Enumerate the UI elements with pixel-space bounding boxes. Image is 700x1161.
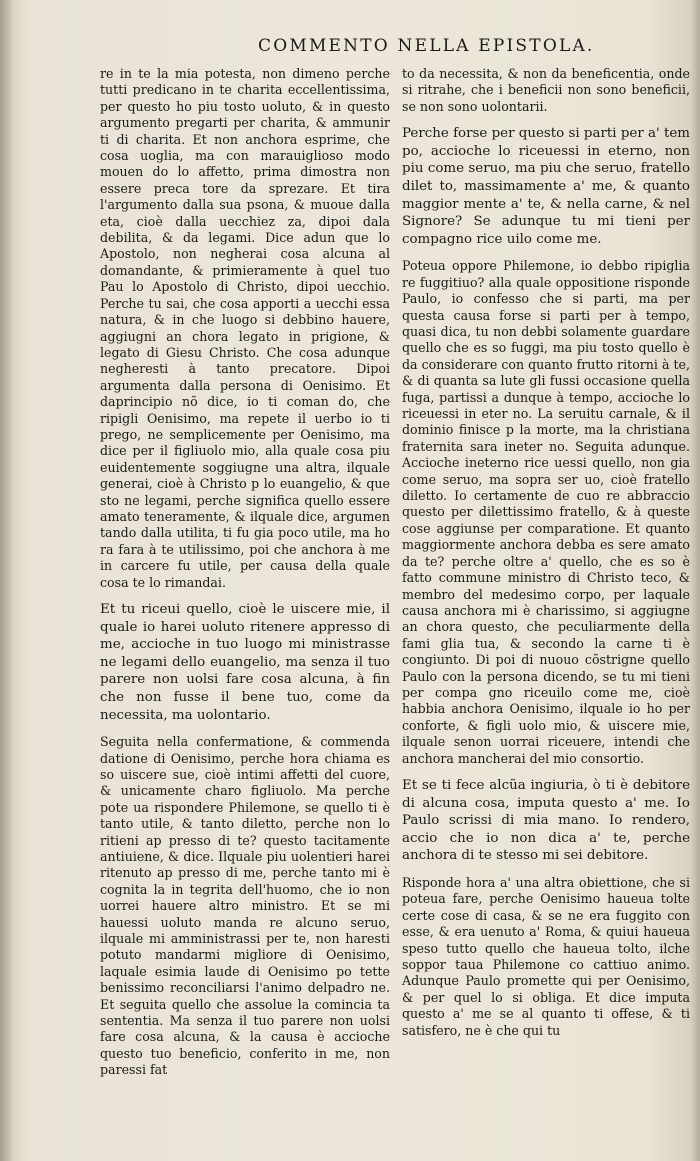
- running-header: COMMENTO NELLA EPISTOLA.: [258, 36, 595, 56]
- right-paragraph-1: to da necessita, & non da beneficentia, onde si ritrahe, che i beneficii non sono beneficii, se non sono uolontarii.: [402, 66, 690, 114]
- page-gutter-shadow: [0, 0, 14, 1161]
- right-paragraph-4-scripture: Et se ti fece alcũa ingiuria, ò ti è debitore di alcuna cosa, imputa questo a' me. Io Paulo scrissi di mia mano. Io rendero, accio che io non dica a' te, perche anchora di te stesso mi sei debitore.: [402, 777, 690, 864]
- left-paragraph-2-scripture: Et tu riceui quello, cioè le uiscere mie, il quale io harei uoluto ritenere appresso di me, accioche in tuo luogo mi ministrasse ne legami dello euangelio, ma senza il tuo parere non uolsi fare cosa alcuna, à fin che non fusse il bene tuo, come da necessita, ma uolontario.: [100, 602, 390, 723]
- left-paragraph-1: re in te la mia potesta, non dimeno perche tutti predicano in te charita eccellentissima, per questo ho piu tosto uoluto, & in questo argumento pregarti per charita, & ammunir ti di charita. Et non anchora esprime, che cosa uoglia, ma con marauiglioso modo mouen do lo affetto, prima dimostra non essere preca tore da sprezare. Et tira l'argumento dalla sua psona, & muoue dalla eta, cioè dalla uecchiez za, dipoi dala debilita, & da legami. Dice adun que lo Apostolo, non negherai cosa alcuna al domandante, & primieramente à quel tuo Pau lo Apostolo di Christo, dipoi uecchio. Perche tu sai, che cosa apporti a uecchi essa natura, & in che luogo si debbino hauere, aggiugni an chora legato in prigione, & legato di Giesu Christo. Che cosa adunque negheresti à tanto precatore. Dipoi argumenta dalla persona di Oenisimo. Et daprincipio nõ dice, io ti coman do, che ripigli Oenisimo, ma repete il uerbo io ti prego, ne semplicemente per Oenisimo, ma dice per il figliuolo mio, alla quale cosa piu euidentemente soggiugne una altra, ilquale generai, cioè à Christo p lo euangelio, & que sto ne legami, perche significa quello essere amato teneramente, & ilquale dice, argumen tando dalla utilita, ti fu gia poco utile, ma ho ra fara à te utilissimo, poi che anchora à me in carcere fu utile, per causa della quale cosa te lo rimandai.: [100, 66, 390, 590]
- right-column: [402, 66, 690, 1049]
- right-paragraph-3: Poteua oppore Philemone, io debbo ripiglia re fuggitiuo? alla quale oppositione risponde Paulo, io confesso che si parti, ma per questa causa forse si parti per à tempo, quasi dica, tu non debbi solamente guardare quello che es so fuggi, ma piu tosto quello è da considerare con quanto frutto ritorni à te, & di quanta sa lute gli fussi occasione quella fuga, partissi a dunque à tempo, accioche lo riceuessi in eter no. La seruitu carnale, & il dominio finisce p la morte, ma la christiana fraternita sara ineter no. Seguita adunque. Accioche ineterno rice uessi quello, non gia come seruo, ma sopra ser uo, cioè fratello diletto. Io certamente de cuo re abbraccio questo per dilettissimo fratello, & à queste cose aggiunse per comparatione. Et quanto maggiormente anchora debba es sere amato da te? perche oltre a' quello, che es so è fatto commune ministro di Christo teco, & membro del medesimo corpo, per laquale causa anchora mi è charissimo, si aggiugne an chora questo, che peculiarmente della fami glia tua, & secondo la carne ti è congiunto. Di poi di nuouo cõstrigne quello Paulo con la persona dicendo, se tu mi tieni per compa gno riceuilo come me, cioè habbia anchora Oenisimo, ilquale io ho per conforte, & figli uolo mio, & uiscere mie, ilquale senon uorrai riceuere, intendi che anchora mancherai del mio consortio.: [402, 258, 690, 766]
- left-column: [100, 66, 390, 1089]
- right-paragraph-5: Risponde hora a' una altra obiettione, che si poteua fare, perche Oenisimo haueua tolte certe cose di casa, & se ne era fuggito con esse, & era uenuto a' Roma, & quiui haueua speso tutto quello che haueua tolto, ilche soppor taua Philemone co cattiuo animo. Adunque Paulo promette qui per Oenisimo, & per quel lo si obliga. Et dice imputa questo a' me se al quanto ti offese, & ti satisfero, ne è che qui tu: [402, 874, 690, 1038]
- left-paragraph-3: Seguita nella confermatione, & commenda datione di Oenisimo, perche hora chiama es so uiscere sue, cioè intimi affetti del cuore, & unicamente charo figliuolo. Ma perche pote ua rispondere Philemone, se quello ti è tanto utile, & tanto diletto, perche non lo ritieni ap presso di te? questo tacitamente antiuiene, & dice. Ilquale piu uolentieri harei ritenuto ap presso di me, perche tanto mi è cognita la in tegrita dell'huomo, che io non uorrei hauere altro ministro. Et se mi hauessi uoluto manda re alcuno seruo, ilquale mi amministrassi per te, non haresti potuto mandarmi migliore di Oenisimo, laquale esimia laude di Oenisimo po tette benissimo reconciliarsi l'animo delpadro ne. Et seguita quello che assolue la comincia ta sententia. Ma senza il tuo parere non uolsi fare cosa alcuna, & la causa è accioche questo tuo beneficio, conferito in me, non paressi fat: [100, 734, 390, 1078]
- right-paragraph-2-scripture: Perche forse per questo si parti per a' tem po, accioche lo riceuessi in eterno, non piu come seruo, ma piu che seruo, fratello dilet to, massimamente a' me, & quanto maggior mente a' te, & nella carne, & nel Signore? Se adunque tu mi tieni per compagno rice uilo come me.: [402, 126, 690, 247]
- page-edge-shadow: [690, 0, 700, 1161]
